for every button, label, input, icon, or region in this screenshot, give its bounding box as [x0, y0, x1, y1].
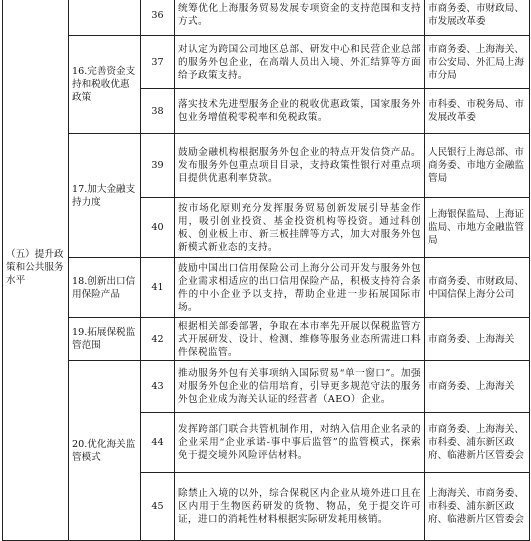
table-row [3, 361, 530, 413]
item-departments: 市商务委、上海海关 [425, 361, 530, 413]
item-departments: 市商务委、上海海关、市科委、浦东新区政府、临港新片区管委会 [425, 413, 530, 473]
item-content: 鼓励金融机构根据服务外包企业的特点开发信贷产品。发布服务外包重点项目目录，支持政策性银行对重点项目提供优惠利率贷款。 [175, 134, 425, 198]
item-number: 42 [141, 318, 175, 361]
item-departments: 市商务委、上海海关、市公安局、外汇局上海市分局 [425, 36, 530, 89]
measure-cell: 19.拓展保税监管范围 [69, 318, 141, 361]
measure-cell: 18.创新出口信用保险产品 [69, 258, 141, 318]
item-number: 37 [141, 36, 175, 89]
policy-table [2, 0, 530, 541]
item-content: 鼓励中国出口信用保险公司上海分公司开发与服务外包企业需求相适应的出口信用保险产品，积极支持符合条件的中小企业予以支持，帮助企业进一步拓展国际市场。 [175, 258, 425, 318]
item-number: 45 [141, 473, 175, 541]
item-number: 44 [141, 413, 175, 473]
item-content: 发挥跨部门联合共管机制作用，对纳入信用企业名录的企业采用“企业承诺-事中事后监管”的监管模式，探索免于提交境外风险评估材料。 [175, 413, 425, 473]
item-departments: 上海海关、市商务委、市科委、浦东新区政府、临港新片区管委会 [425, 473, 530, 541]
item-departments: 市科委、市税务局、市发展改革委 [425, 89, 530, 134]
item-departments: 人民银行上海总部、市商务委、市地方金融监管局 [425, 134, 530, 198]
item-content: 按市场化原则充分发挥服务贸易创新发展引导基金作用，吸引创业投资、基金投资机构等投资。通过科创板、创业板上市、新三板挂牌等方式，加大对服务外包新模式新业态的支持。 [175, 198, 425, 258]
item-content: 统筹优化上海服务贸易发展专项资金的支持范围和支持方式。 [175, 0, 425, 36]
item-content: 除禁止入境的以外，综合保税区内企业从境外进口且在区内用于生物医药研发的货物、物品，免于提交许可证，进口的消耗性材料根据实际研发耗用核销。 [175, 473, 425, 541]
item-departments: 市商务委、市财政局、中国信保上海分公司 [425, 258, 530, 318]
item-content: 根据相关部委部署，争取在本市率先开展以保税监管方式开展研发、设计、检测、维修等服务业态所需进口料件保税监管。 [175, 318, 425, 361]
table-row [3, 0, 530, 36]
table-row [3, 258, 530, 318]
measure-cell: 20.优化海关监管模式 [69, 361, 141, 541]
item-number: 38 [141, 89, 175, 134]
item-number: 43 [141, 361, 175, 413]
item-departments: 上海银保监局、上海证监局、市地方金融监管局 [425, 198, 530, 258]
measure-cell: 16.完善资金支持和税收优惠政策 [69, 36, 141, 134]
table-row [3, 134, 530, 198]
item-departments: 市商务委、上海海关 [425, 318, 530, 361]
item-content: 落实技术先进型服务企业的税收优惠政策，国家服务外包业务增值税零税率和免税政策。 [175, 89, 425, 134]
item-number: 41 [141, 258, 175, 318]
section-cell: （五）提升政策和公共服务水平 [3, 0, 69, 541]
measure-cell: 17.加大金融支持力度 [69, 134, 141, 258]
measure-cell [69, 0, 141, 36]
table-row [3, 318, 530, 361]
item-departments: 市商务委、市财政局、市发展改革委 [425, 0, 530, 36]
item-number: 36 [141, 0, 175, 36]
item-content: 对认定为跨国公司地区总部、研发中心和民营企业总部的服务外包企业，在高端人员出入境、外汇结算等方面给予政策支持。 [175, 36, 425, 89]
item-number: 39 [141, 134, 175, 198]
table-row [3, 36, 530, 89]
item-content: 推动服务外包有关事项纳入国际贸易“单一窗口”。加强对服务外包企业的信用培育，引导更多规范守法的服务外包企业成为海关认证的经营者（AEO）企业。 [175, 361, 425, 413]
item-number: 40 [141, 198, 175, 258]
